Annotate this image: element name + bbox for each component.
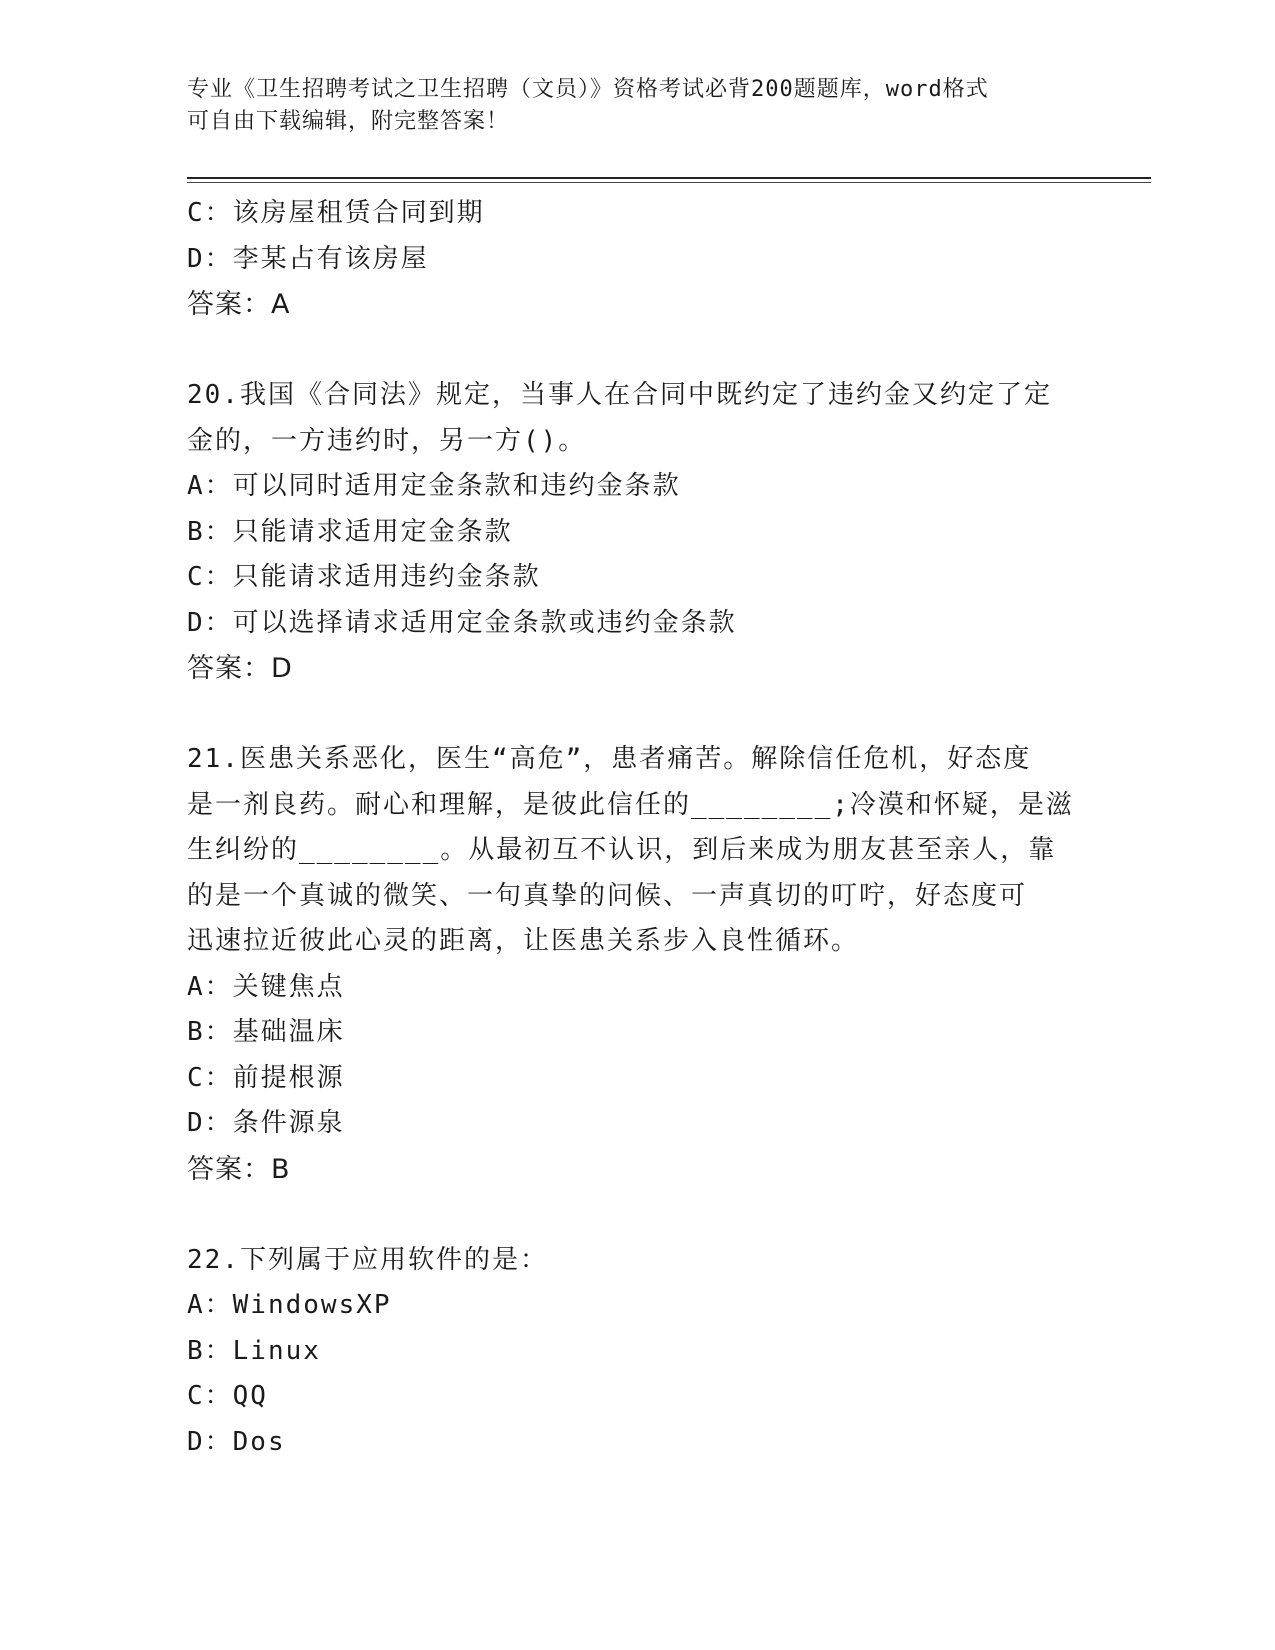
option-d: D：可以选择请求适用定金条款或违约金条款 [187,607,737,638]
question-21-stem-line-5: 迅速拉近彼此心灵的距离，让医患关系步入良性循环。 [187,926,860,956]
option-a: A：可以同时适用定金条款和违约金条款 [187,471,681,501]
option-b: B：基础温床 [187,1017,345,1047]
spacer [187,692,1067,738]
question-content [187,191,1074,1465]
option-a: A：关键焦点 [187,971,345,1002]
option-d: D：Dos [187,1426,286,1457]
question-21-stem-line-2: 是一剂良药。耐心和理解，是彼此信任的________;冷漠和怀疑，是滋 [187,789,1074,820]
option-b: B：Linux [187,1335,321,1366]
option-c: C：QQ [187,1381,268,1411]
option-c: C：该房屋租赁合同到期 [187,198,485,228]
question-21-stem-line-4: 的是一个真诚的微笑、一句真挚的问候、一声真切的叮咛，好态度可 [187,880,1028,911]
header-line-1: 专业《卫生招聘考试之卫生招聘（文员）》资格考试必背200题题库，word格式 [187,77,989,102]
spacer [187,328,1067,374]
document-header [187,74,1067,138]
question-21-stem-line-1: 21.医患关系恶化，医生“高危”，患者痛苦。解除信任危机，好态度 [187,744,1032,774]
option-a: A：WindowsXP [187,1290,392,1320]
answer-line: 答案：A [187,289,291,320]
question-21-stem-line-3: 生纠纷的________。从最初互不认识，到后来成为朋友甚至亲人，靠 [187,835,1057,865]
option-d: D：李某占有该房屋 [187,243,429,274]
question-20-stem-line-1: 20.我国《合同法》规定，当事人在合同中既约定了违约金又约定了定 [187,380,1052,410]
answer-line: 答案：D [187,653,293,684]
option-d: D：条件源泉 [187,1108,345,1138]
header-divider-thin [187,182,1151,183]
header-divider-thick [187,177,1151,179]
option-c: C：前提根源 [187,1062,345,1093]
option-b: B：只能请求适用定金条款 [187,516,513,547]
spacer [187,1192,1067,1238]
header-line-2: 可自由下载编辑，附完整答案！ [187,109,510,134]
answer-line: 答案：B [187,1153,291,1185]
question-22-stem: 22.下列属于应用软件的是： [187,1244,548,1275]
question-20-stem-line-2: 金的，一方违约时，另一方()。 [187,425,587,456]
option-c: C：只能请求适用违约金条款 [187,562,541,592]
